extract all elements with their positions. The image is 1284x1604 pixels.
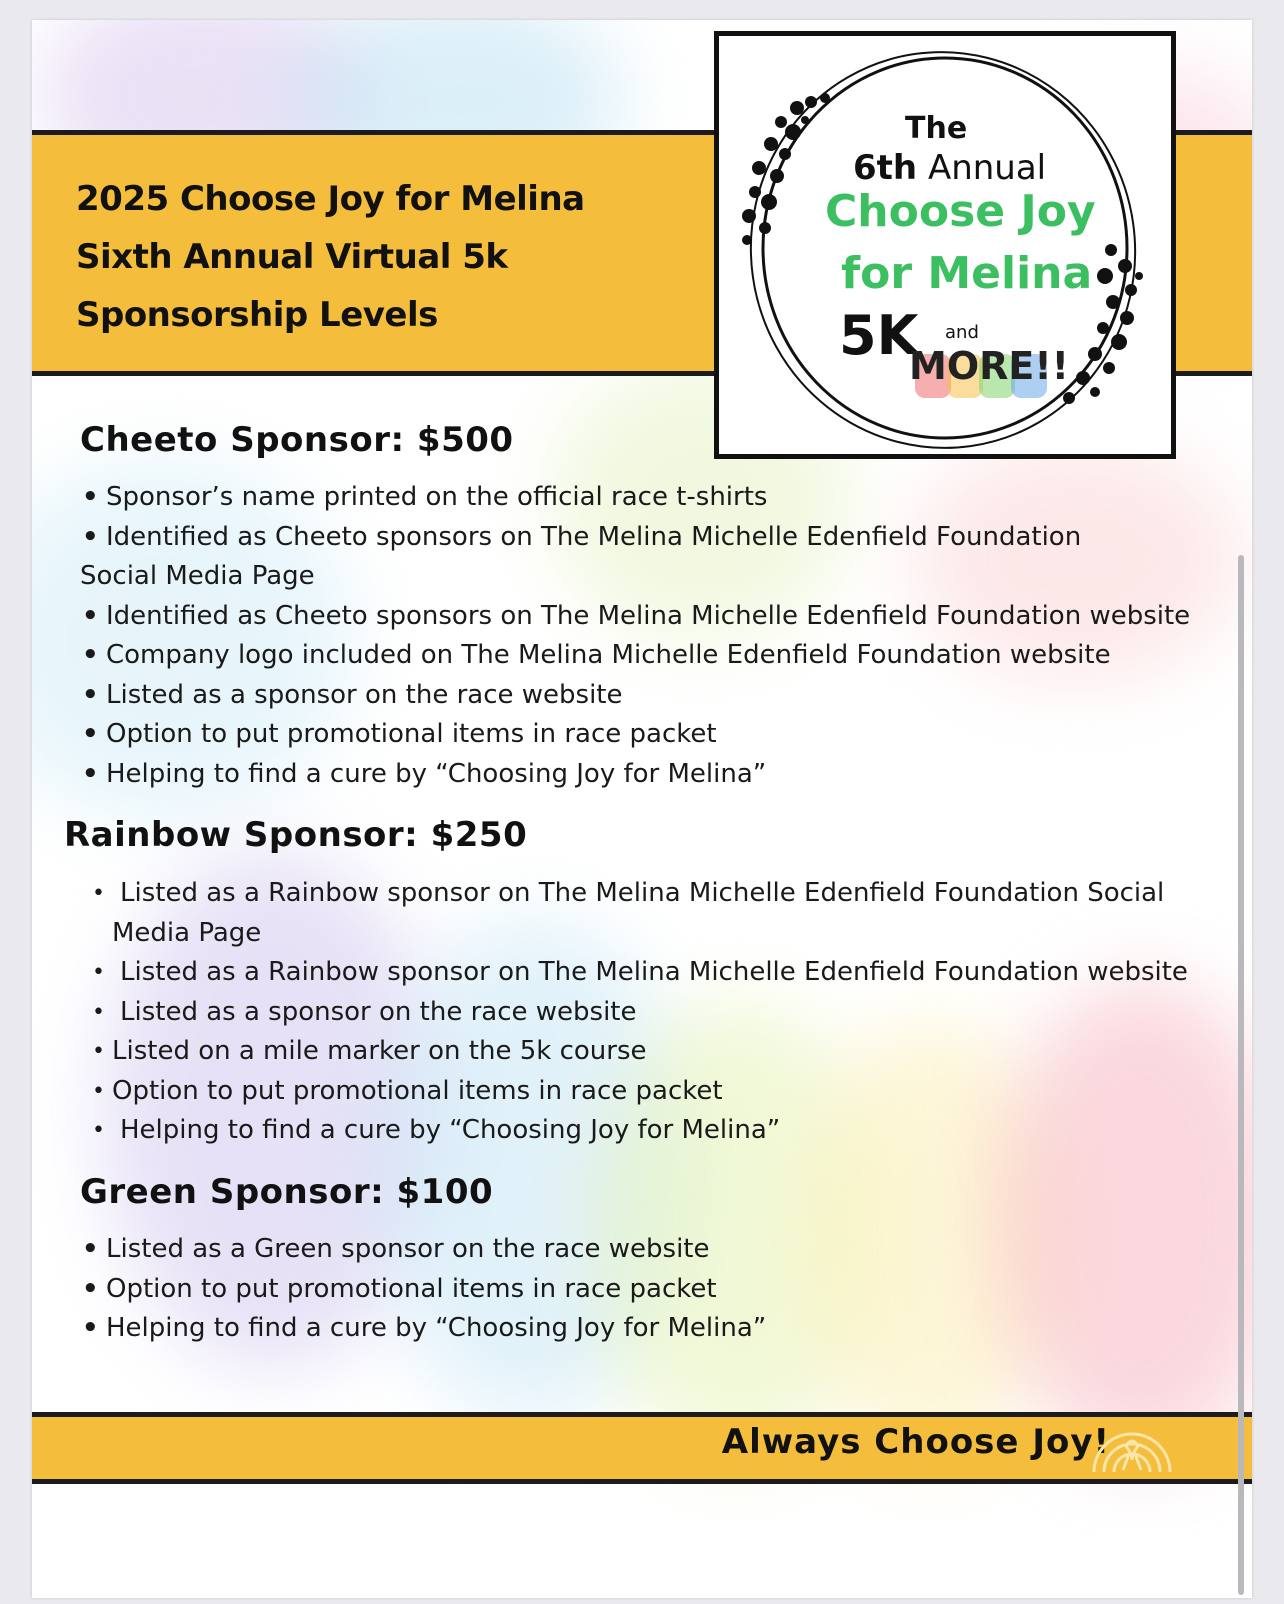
flyer-page (32, 20, 1252, 1598)
cheeto-benefits-list (80, 478, 1220, 794)
list-item: Media Page (112, 917, 262, 948)
title-line: Sixth Annual Virtual 5k (76, 237, 508, 277)
rainbow-sponsor-heading: Rainbow Sponsor: $250 (64, 815, 528, 855)
cheeto-sponsor-heading: Cheeto Sponsor: $500 (80, 420, 514, 460)
title-line: 2025 Choose Joy for Melina (76, 179, 585, 219)
list-item: • Listed as a Green sponsor on the race website (80, 1230, 1220, 1270)
rainbow-ribbon-icon (1090, 1416, 1174, 1472)
list-item: • Helping to find a cure by “Choosing Joy for Melina” (80, 755, 1220, 795)
list-item: • Option to put promotional items in race packet (80, 1270, 1220, 1310)
list-item: • Listed as a Rainbow sponsor on The Melina Michelle Edenfield Foundation Social (72, 874, 1232, 914)
list-item: • Helping to find a cure by “Choosing Joy for Melina” (72, 1111, 1232, 1151)
green-benefits-list (80, 1230, 1220, 1349)
list-item: • Listed as a sponsor on the race website (72, 993, 1232, 1033)
green-sponsor-heading: Green Sponsor: $100 (80, 1172, 494, 1212)
logo-5k: 5K (839, 304, 919, 367)
list-item: • Helping to find a cure by “Choosing Joy for Melina” (80, 1309, 1220, 1349)
event-logo (714, 31, 1176, 459)
logo-the: The (905, 111, 968, 146)
logo-choose-joy: Choose Joy (825, 186, 1096, 237)
list-item: • Identified as Cheeto sponsors on The Melina Michelle Edenfield Foundation website (80, 597, 1220, 637)
list-item: Social Media Page (80, 561, 315, 591)
list-item: • Option to put promotional items in race packet (72, 1072, 1232, 1112)
list-item: • Option to put promotional items in race packet (80, 715, 1220, 755)
logo-for-melina: for Melina (841, 248, 1093, 299)
footer-tagline: Always Choose Joy! (721, 1422, 1110, 1462)
list-item: • Company logo included on The Melina Michelle Edenfield Foundation website (80, 636, 1220, 676)
list-item: • Listed as a Rainbow sponsor on The Melina Michelle Edenfield Foundation website (72, 953, 1232, 993)
list-item: • Listed on a mile marker on the 5k course (72, 1032, 1232, 1072)
list-item: • Sponsor’s name printed on the official race t-shirts (80, 478, 1220, 518)
list-item: • Listed as a sponsor on the race website (80, 676, 1220, 716)
flyer-title (76, 170, 716, 344)
list-item: • Identified as Cheeto sponsors on The Melina Michelle Edenfield Foundation (80, 518, 1220, 558)
logo-and: and (945, 322, 979, 343)
rainbow-benefits-list (72, 874, 1232, 1151)
logo-more: MORE!! (909, 344, 1069, 388)
logo-annual: 6th Annual (853, 148, 1047, 188)
scrollbar[interactable] (1238, 555, 1244, 1595)
title-line: Sponsorship Levels (76, 295, 438, 335)
